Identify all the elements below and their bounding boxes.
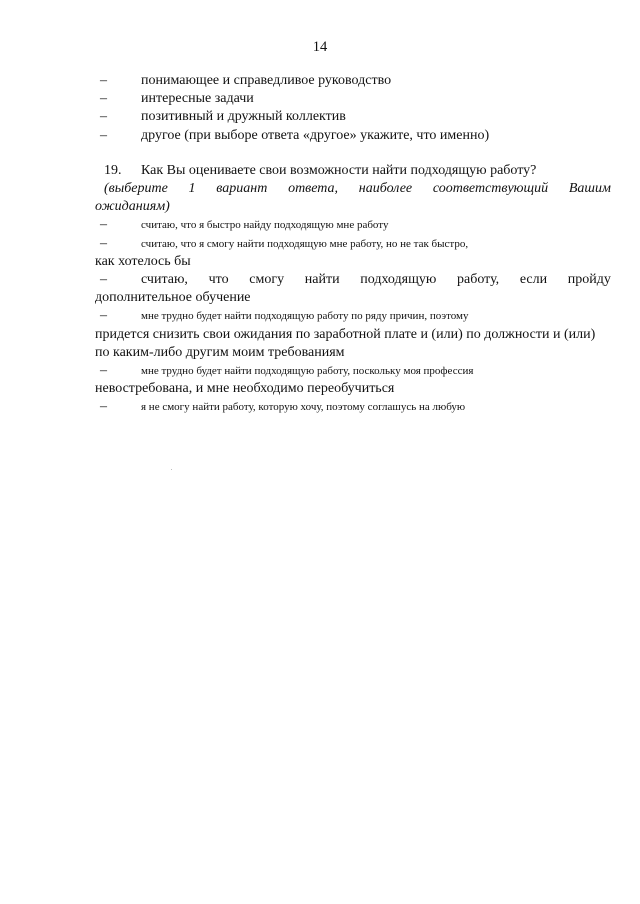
answer-option-line: мне трудно будет найти подходящую работу по ряду причин, поэтому [141, 310, 469, 323]
scan-speck [171, 469, 172, 470]
list-item [95, 72, 611, 90]
dash-marker: – [100, 217, 107, 233]
instruction-word: 1 [188, 181, 196, 197]
answer-option-line: мне трудно будет найти подходящую работу, поскольку моя профессия [141, 365, 474, 378]
list-item-text: интересные задачи [141, 91, 254, 107]
dash-marker: – [100, 399, 107, 415]
answer-option-line: считаю, что я смогу найти подходящую мне работу, но не так быстро, [141, 237, 469, 250]
dash-marker: – [100, 363, 107, 379]
list-item [95, 90, 611, 108]
option-word: работу, [457, 272, 500, 288]
dash-marker: – [100, 91, 107, 107]
dash-marker: – [100, 127, 107, 143]
list-item-text: другое (при выборе ответа «другое» укажите, что именно) [141, 127, 490, 143]
option-word: если [519, 272, 548, 288]
page-content [95, 72, 611, 417]
option-word: что [208, 272, 229, 288]
list-item [95, 127, 611, 145]
answer-option [95, 235, 611, 271]
dash-marker: – [100, 73, 107, 88]
dash-marker: – [100, 109, 107, 125]
instruction-word: вариант [216, 181, 268, 197]
question-heading [95, 162, 611, 180]
dash-marker: – [100, 308, 107, 324]
answer-option-line: невостребована, и мне необходимо переобучиться [95, 381, 395, 397]
instruction-word: соответствующий [432, 181, 549, 197]
question-instruction [95, 180, 611, 216]
answer-option-line: дополнительное обучение [95, 290, 251, 306]
instruction-word: ответа, [288, 181, 339, 197]
option-word: пройду [567, 272, 611, 288]
answer-option [95, 362, 611, 398]
option-word: подходящую [360, 272, 437, 288]
answer-option-line: считаю, что я быстро найду подходящую мне работу [141, 219, 389, 232]
answer-option-line: я не смогу найти работу, которую хочу, поэтому соглашусь на любую [141, 401, 466, 414]
answer-option [95, 271, 611, 307]
instruction-line [95, 180, 611, 198]
list-item-text: понимающее и справедливое руководство [141, 73, 392, 88]
instruction-line: ожиданиям) [95, 199, 170, 215]
instruction-word: наиболее [358, 181, 413, 197]
dash-marker: – [100, 272, 107, 288]
list-item-text: позитивный и дружный коллектив [141, 109, 346, 125]
answer-option-line: придется снизить свои ожидания по заработной плате и (или) по должности и (или) [95, 326, 596, 342]
answer-option [95, 307, 611, 362]
option-word: смогу [249, 272, 285, 288]
dash-marker: – [100, 235, 107, 251]
option-word: найти [304, 272, 340, 288]
question-text: Как Вы оцениваете свои возможности найти подходящую работу? [141, 162, 537, 178]
answer-option [95, 398, 611, 416]
instruction-word: (выберите [104, 181, 168, 197]
list-item [95, 108, 611, 126]
answer-option [95, 216, 611, 234]
option-word: считаю, [141, 272, 188, 288]
instruction-word: Вашим [568, 181, 611, 197]
answer-option-line [95, 271, 611, 289]
page-number: 14 [312, 39, 328, 55]
answer-option-line: как хотелось бы [95, 253, 191, 269]
question-number: 19. [104, 162, 122, 178]
answer-option-line: по каким-либо другим моим требованиям [95, 344, 345, 360]
